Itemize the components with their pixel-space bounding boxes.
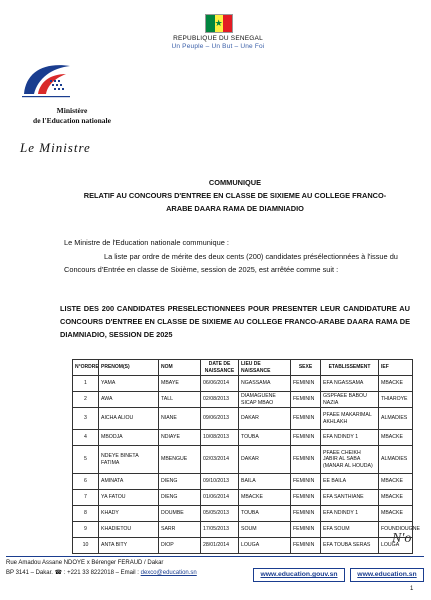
cell-nom: DOUMBE <box>159 506 201 522</box>
cell-etab: EFA TOUBA SERAS <box>321 538 379 554</box>
cell-ief: FOUNDIOUGNE <box>379 522 413 538</box>
ministry-line-1: Ministère <box>56 106 88 115</box>
cell-lieu: NGASSAMA <box>239 376 291 392</box>
cell-ief: MBACKE <box>379 474 413 490</box>
cell-nom: MBAYE <box>159 376 201 392</box>
website-link-gouv[interactable]: www.education.gouv.sn <box>253 568 345 582</box>
cell-prenom: KHADY <box>99 506 159 522</box>
table-row <box>73 522 413 538</box>
minister-title <box>20 140 91 156</box>
col-header-lieu: LIEU DE NAISSANCE <box>239 360 291 376</box>
cell-num: 6 <box>73 474 99 490</box>
cell-num: 10 <box>73 538 99 554</box>
cell-lieu: BAILA <box>239 474 291 490</box>
cell-num: 9 <box>73 522 99 538</box>
cell-num: 1 <box>73 376 99 392</box>
flag-stripe-red <box>223 15 232 32</box>
flag-stripe-yellow <box>215 15 224 32</box>
col-header-date-line-2: NAISSANCE <box>204 367 235 374</box>
cell-etab: EFA NGASSAMA <box>321 376 379 392</box>
cell-lieu: TOUBA <box>239 506 291 522</box>
cell-ief: MBACKE <box>379 490 413 506</box>
cell-prenom: YAMA <box>99 376 159 392</box>
cell-lieu: LOUGA <box>239 538 291 554</box>
cell-sexe: FEMININ <box>291 392 321 408</box>
cell-sexe: FEMININ <box>291 474 321 490</box>
communique-subject-line-1: RELATIF AU CONCOURS D'ENTREE EN CLASSE DE SIXIEME AU COLLEGE FRANCO- <box>83 191 387 200</box>
footer-address-line-1: Rue Amadou Assane NDOYE x Bérenger FERAUD / Dakar <box>6 560 164 566</box>
cell-nom: DIENG <box>159 474 201 490</box>
ministry-line-2: de l'Education nationale <box>33 115 111 125</box>
col-header-date <box>201 360 239 376</box>
cell-lieu: DAKAR <box>239 446 291 474</box>
list-title: LISTE DES 200 CANDIDATES PRESELECTIONNEES POUR PRESENTER LEUR CANDIDATURE AU CONCOURS D'ENTREE EN CLASSE DE SIXIEME AU COLLEGE FRANCO-ARABE DAARA RAMA DE DIAMNIADIO, SESSION DE 2025 <box>60 304 410 339</box>
cell-etab: EFA SANTHIANE <box>321 490 379 506</box>
cell-ief: MBACKE <box>379 430 413 446</box>
cell-nom: SARR <box>159 522 201 538</box>
cell-date: 02/03/2014 <box>201 446 239 474</box>
footer-address <box>6 559 242 578</box>
cell-lieu: MBACKE <box>239 490 291 506</box>
communique-subject-line-2: ARABE DAARA RAMA DE DIAMNIADIO <box>166 204 304 213</box>
flag-stripe-green <box>206 15 215 32</box>
cell-num: 7 <box>73 490 99 506</box>
cell-etab: PFAEE MAKARIMAL AKHLAKH <box>321 408 379 430</box>
cell-sexe: FEMININ <box>291 376 321 392</box>
cell-ief: MBACKE <box>379 506 413 522</box>
cell-nom: DIENG <box>159 490 201 506</box>
table-row <box>73 408 413 430</box>
cell-sexe: FEMININ <box>291 522 321 538</box>
cell-nom: MBENGUE <box>159 446 201 474</box>
col-header-sexe: SEXE <box>291 360 321 376</box>
footer-divider <box>6 556 424 557</box>
cell-sexe: FEMININ <box>291 446 321 474</box>
cell-lieu: TOUBA <box>239 430 291 446</box>
cell-ief: ALMADIES <box>379 446 413 474</box>
cell-prenom: AICHA ALIOU <box>99 408 159 430</box>
cell-num: 4 <box>73 430 99 446</box>
minister-title-text: Le Ministre <box>20 140 91 155</box>
col-header-num: N°ORDRE <box>73 360 99 376</box>
table-row <box>73 506 413 522</box>
cell-prenom: YA FATOU <box>99 490 159 506</box>
cell-sexe: FEMININ <box>291 408 321 430</box>
cell-etab: EFA NDINDY 1 <box>321 430 379 446</box>
cell-num: 8 <box>73 506 99 522</box>
cell-nom: NIANE <box>159 408 201 430</box>
table-row <box>73 430 413 446</box>
national-motto: Un Peuple – Un But – Une Foi <box>171 43 265 50</box>
cell-date: 09/10/2013 <box>201 474 239 490</box>
cell-date: 17/05/2013 <box>201 522 239 538</box>
cell-sexe: FEMININ <box>291 430 321 446</box>
col-header-ief: IEF <box>379 360 413 376</box>
table-row <box>73 446 413 474</box>
cell-date: 05/05/2013 <box>201 506 239 522</box>
cell-etab: GSPFAEE BABOU NAZIA <box>321 392 379 408</box>
cell-etab: EE BAILA <box>321 474 379 490</box>
table-row <box>73 376 413 392</box>
cell-ief: THIAROYE <box>379 392 413 408</box>
cell-sexe: FEMININ <box>291 490 321 506</box>
col-header-etab: ETABLISSEMENT <box>321 360 379 376</box>
cell-lieu: SOUM <box>239 522 291 538</box>
ministry-name <box>22 106 122 125</box>
cell-prenom: KHADIETOU <box>99 522 159 538</box>
communique-body: La liste par ordre de mérite des deux cents (200) candidates présélectionnées à l'issue du Concours d'Entrée en classe de Sixième, session de 2025, est arrêtée comme suit : <box>64 252 398 274</box>
cell-date: 10/08/2013 <box>201 430 239 446</box>
country-name: REPUBLIQUE DU SENEGAL <box>173 35 263 42</box>
cell-lieu: DIAMAGUENE SICAP MBAO <box>239 392 291 408</box>
cell-ief: LOUGA <box>379 538 413 554</box>
star-icon: ★ <box>214 18 223 28</box>
cell-date: 09/06/2013 <box>201 408 239 430</box>
cell-prenom: AWA <box>99 392 159 408</box>
handwritten-initials: N'o <box>392 531 412 546</box>
republic-block <box>140 35 296 51</box>
col-header-nom: NOM <box>159 360 201 376</box>
cell-date: 06/06/2014 <box>201 376 239 392</box>
cell-etab: EFA SOUM <box>321 522 379 538</box>
communique-intro: Le Ministre de l'Education nationale communique : <box>64 238 229 247</box>
footer-address-line-2 <box>6 569 242 579</box>
ministry-logo <box>16 58 76 102</box>
table-header-row <box>73 360 413 376</box>
cell-date: 28/01/2014 <box>201 538 239 554</box>
table-row <box>73 392 413 408</box>
table-row <box>73 490 413 506</box>
cell-sexe: FEMININ <box>291 538 321 554</box>
cell-prenom: AMINATA <box>99 474 159 490</box>
table-row <box>73 474 413 490</box>
footer-email-link[interactable]: dexco@education.sn <box>140 569 197 576</box>
cell-lieu: DAKAR <box>239 408 291 430</box>
cell-prenom: MBODJA <box>99 430 159 446</box>
cell-prenom: ANTA BITY <box>99 538 159 554</box>
table-row <box>73 538 413 554</box>
website-link-education[interactable]: www.education.sn <box>350 568 424 582</box>
cell-num: 5 <box>73 446 99 474</box>
cell-num: 2 <box>73 392 99 408</box>
cell-etab: EFA NDINDY 1 <box>321 506 379 522</box>
cell-nom: NDIAYE <box>159 430 201 446</box>
candidates-table <box>72 359 420 554</box>
col-header-date-line-1: DATE DE <box>208 361 231 367</box>
communique-heading: COMMUNIQUE <box>208 178 262 187</box>
cell-num: 3 <box>73 408 99 430</box>
cell-ief: ALMADIES <box>379 408 413 430</box>
senegal-flag <box>205 14 233 33</box>
cell-ief: MBACKE <box>379 376 413 392</box>
col-header-prenom: PRENOM(S) <box>99 360 159 376</box>
page-number: 1 <box>410 586 414 592</box>
cell-sexe: FEMININ <box>291 506 321 522</box>
footer-contact-text: BP 3141 – Dakar. ☎ : +221 33 8222018 – Email : <box>6 569 141 576</box>
cell-nom: TALL <box>159 392 201 408</box>
cell-prenom: NDEYE BINETA FATIMA <box>99 446 159 474</box>
cell-date: 01/06/2014 <box>201 490 239 506</box>
cell-nom: DIOP <box>159 538 201 554</box>
cell-etab: PFAEE CHEIKH JABIR AL SABA (MANAR AL HOUDA) <box>321 446 379 474</box>
cell-date: 02/08/2013 <box>201 392 239 408</box>
